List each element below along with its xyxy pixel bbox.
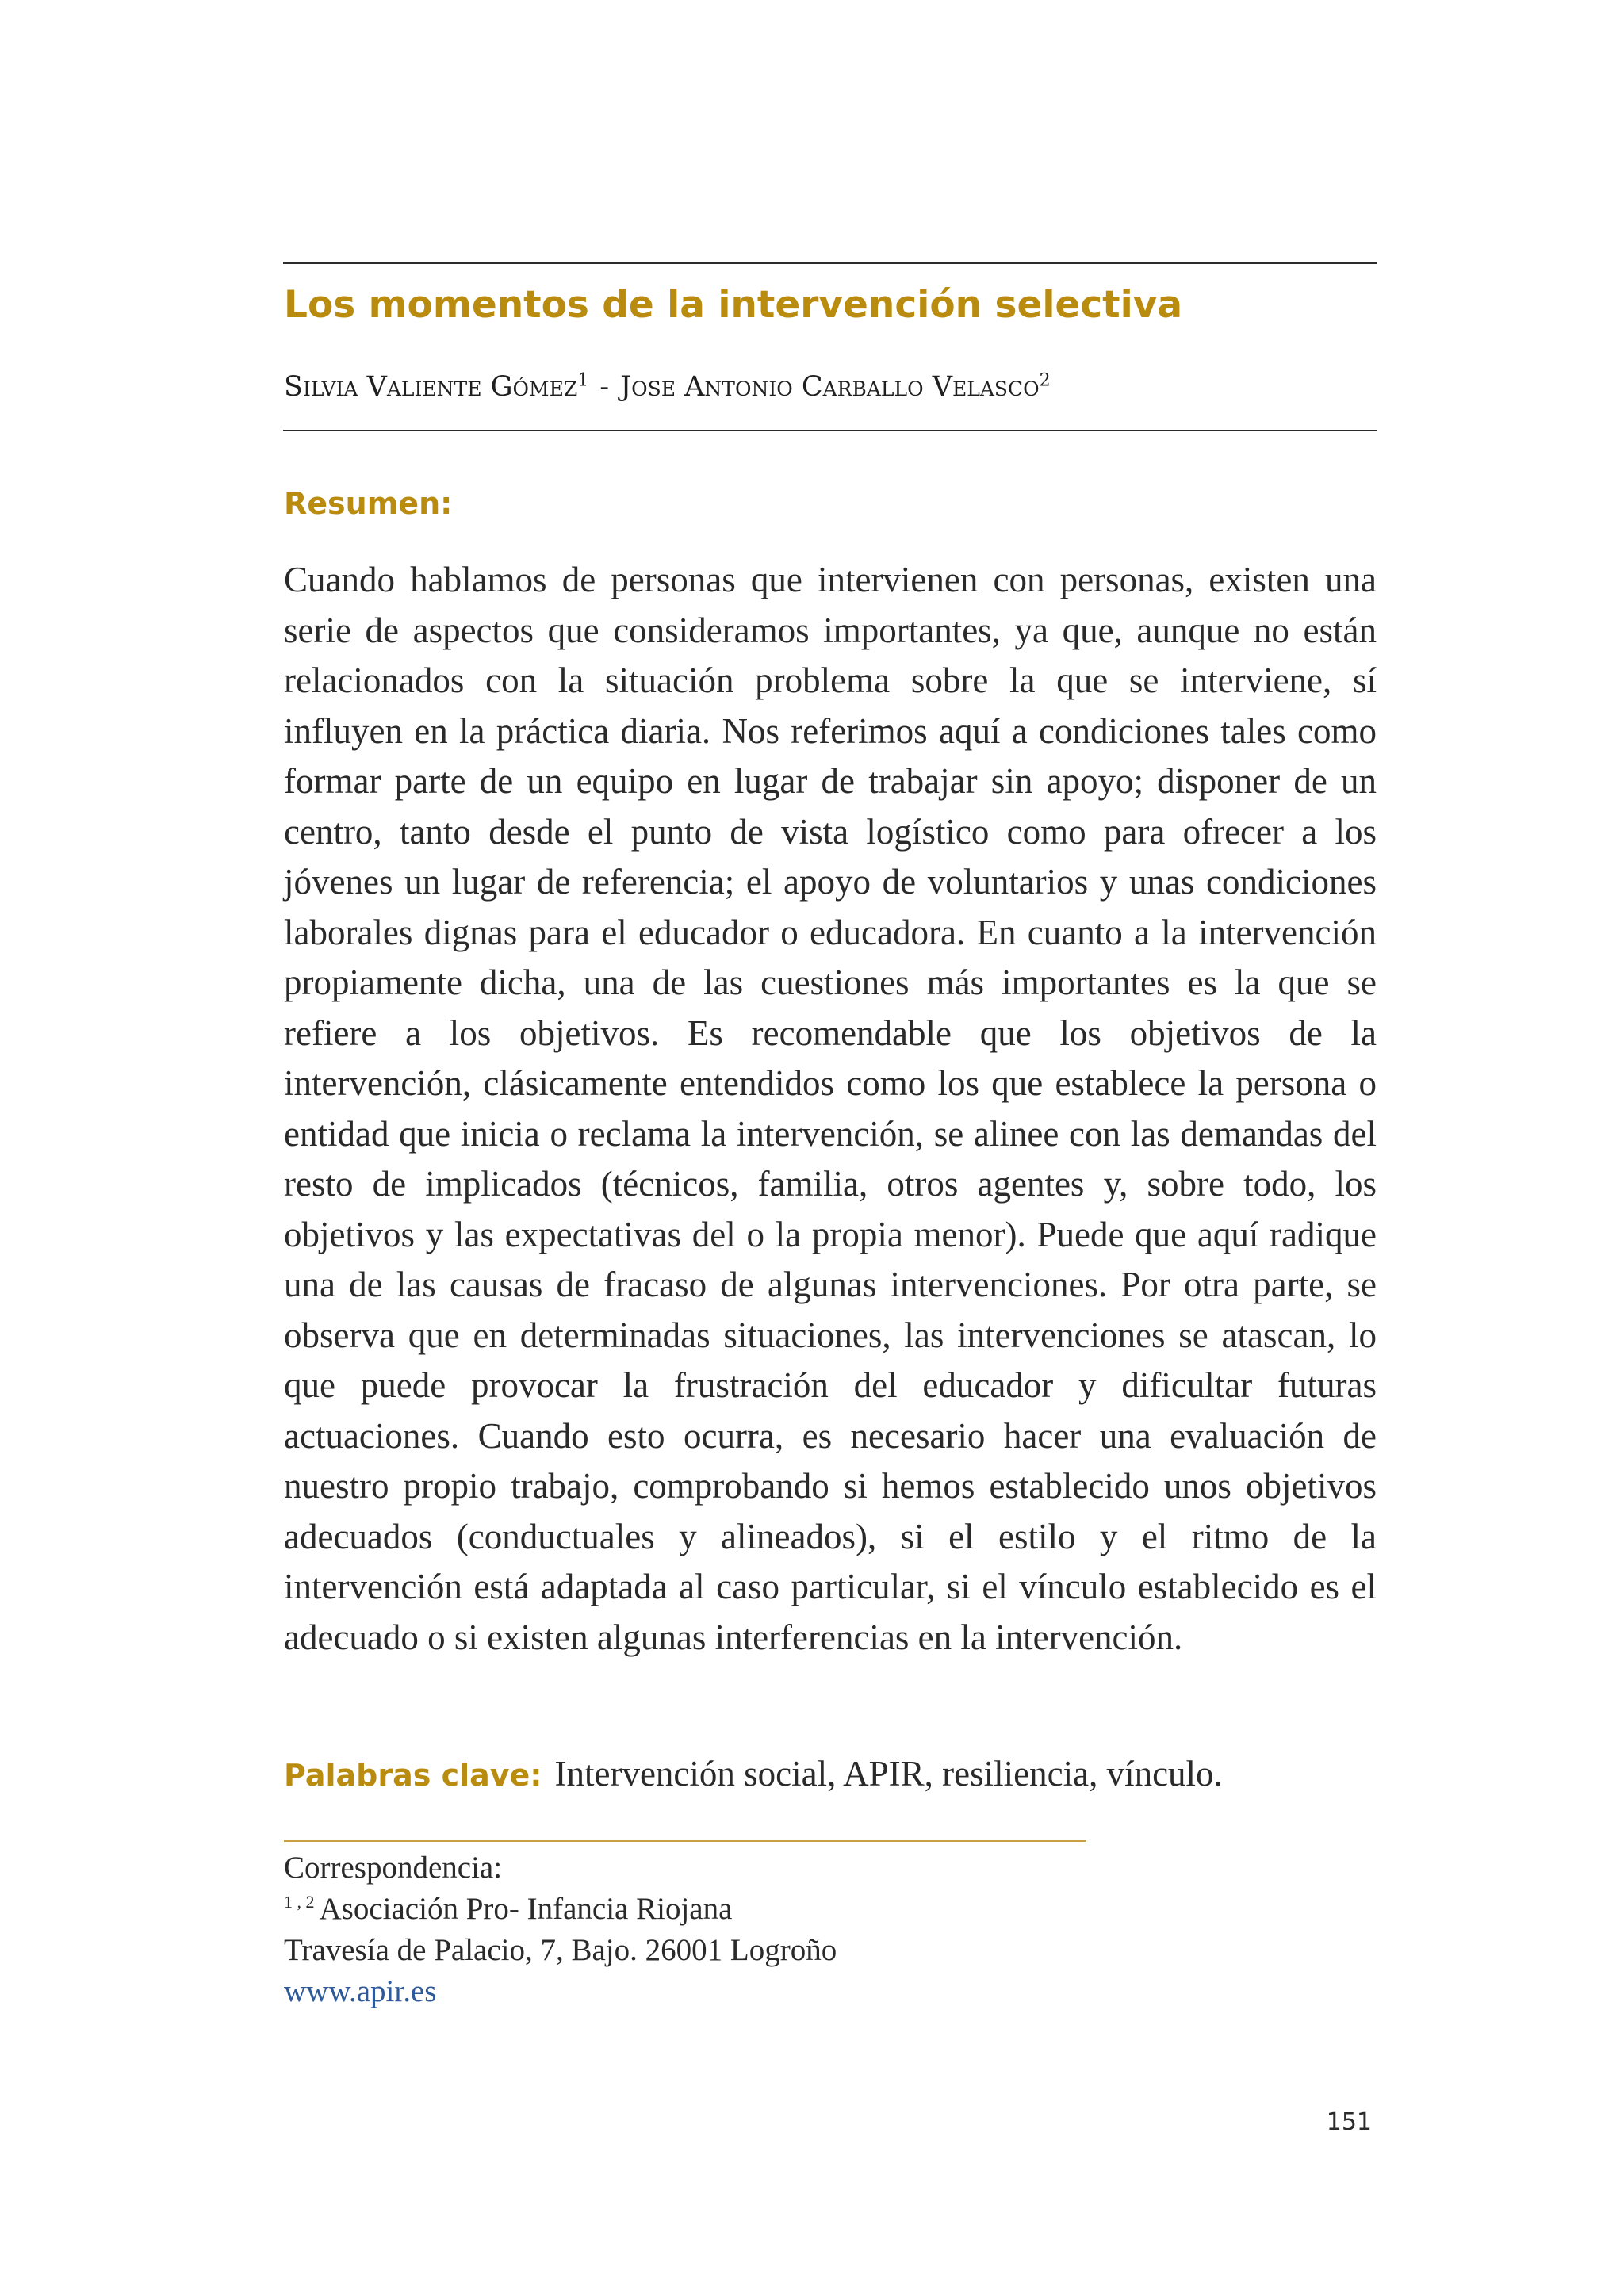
article-title: Los momentos de la intervención selectiva xyxy=(284,283,1183,327)
correspondence-organization: Asociación Pro- Infancia Riojana xyxy=(319,1892,733,1926)
header-bottom-rule xyxy=(283,430,1377,431)
author-name: Jose Antonio Carballo Velasco xyxy=(620,371,1040,403)
abstract-body: Cuando hablamos de personas que intervienen con personas, existen una serie de aspectos que consideramos importantes, ya que, aunque no están relacionados con la situación problema sobre la que se interviene, sí influyen en la práctica diaria. Nos referimos aquí a condiciones tales como formar parte de un equipo en lugar de trabajar sin apoyo; disponer de un centro, tanto desde el punto de vista logístico como para ofrecer a los jóvenes un lugar de referencia; el apoyo de voluntarios y unas condiciones laborales dignas para el educador o educadora. En cuanto a la intervención propiamente dicha, una de las cuestiones más importantes es la que se refiere a los objetivos. Es recomendable que los objetivos de la intervención, clásicamente entendidos como los que establece la persona o entidad que inicia o reclama la intervención, se alinee con las demandas del resto de implicados (técnicos, familia, otros agentes y, sobre todo, los objetivos y las expectativas del o la propia menor). Puede que aquí radique una de las causas de fracaso de algunas intervenciones. Por otra parte, se observa que en determinadas situaciones, las intervenciones se atascan, lo que puede provocar la frustración del educador y dificultar futuras actuaciones. Cuando esto ocurra, es necesario hacer una evaluación de nuestro propio trabajo, comprobando si hemos establecido unos objetivos adecuados (conductuales y alineados), si el estilo y el ritmo de la intervención está adaptada al caso particular, si el vínculo establecido es el adecuado o si existen algunas interferencias en la intervención. xyxy=(284,560,1377,1657)
abstract-heading: Resumen: xyxy=(284,486,453,521)
website-link[interactable]: www.apir.es xyxy=(284,1974,437,2008)
keywords-text: Intervención social, APIR, resiliencia, vínculo. xyxy=(554,1754,1223,1793)
correspondence-address: Travesía de Palacio, 7, Bajo. 26001 Logroño xyxy=(284,1933,837,1967)
keywords-label: Palabras clave: xyxy=(284,1758,542,1793)
affiliation-mark: 1 xyxy=(577,370,589,391)
header-top-rule xyxy=(283,262,1377,264)
correspondence-organization-line xyxy=(284,1889,1377,1930)
author-line xyxy=(284,363,1377,411)
author-name: Silvia Valiente Gómez xyxy=(284,371,578,403)
author-separator: - xyxy=(599,371,610,403)
affiliation-mark: 2 xyxy=(1039,370,1051,391)
correspondence-label: Correspondencia: xyxy=(284,1851,503,1885)
page-number: 151 xyxy=(1326,2108,1372,2136)
footnote-rule xyxy=(284,1840,1086,1842)
correspondence-block xyxy=(284,1847,1377,2012)
affiliation-marks: 1 , 2 xyxy=(284,1892,315,1912)
keywords-line xyxy=(284,1748,1377,1801)
